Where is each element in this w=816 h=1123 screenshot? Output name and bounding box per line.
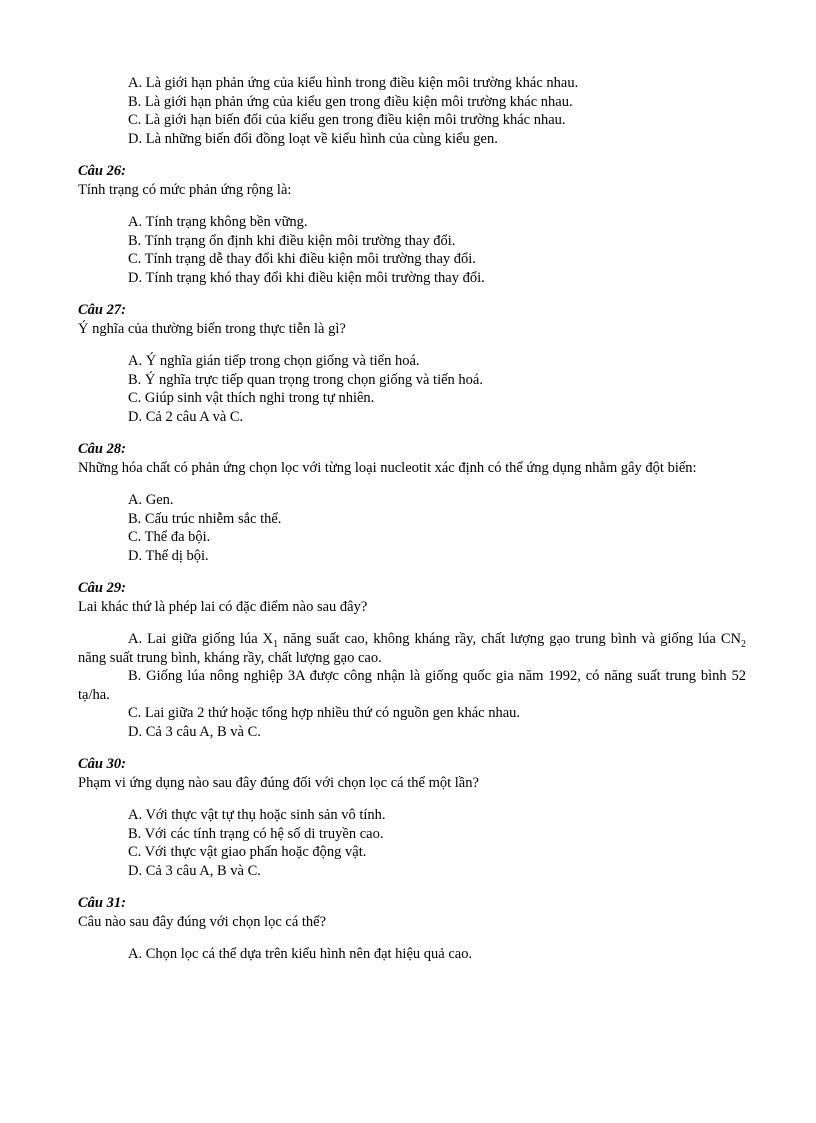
option-a: A. Với thực vật tự thụ hoặc sinh sản vô tính. <box>128 807 386 823</box>
option-c: C. Thể đa bội. <box>128 529 211 545</box>
subscript: 2 <box>741 638 746 650</box>
option-a-part: năng suất cao, không kháng rầy, chất lượng gạo trung bình và giống lúa CN <box>278 631 741 647</box>
option-b: B. Với các tính trạng có hệ số di truyền cao. <box>128 825 384 842</box>
option-a <box>78 630 746 667</box>
prev-question-options <box>78 74 746 148</box>
question-text: Tính trạng có mức phản ứng rộng là: <box>78 181 292 198</box>
question-text: Phạm vi ứng dụng nào sau đây đúng đối với chọn lọc cá thể một lần? <box>78 774 479 791</box>
option-c: C. Là giới hạn biến đổi của kiểu gen trong điều kiện môi trường khác nhau. <box>128 112 566 128</box>
question-title: Câu 30: <box>78 756 126 772</box>
option-d: D. Thể dị bội. <box>128 547 209 564</box>
option-c: C. Tính trạng dễ thay đổi khi điều kiện môi trường thay đổi. <box>128 251 476 267</box>
option-d: D. Là những biến đổi đồng loạt về kiểu hình của cùng kiểu gen. <box>128 130 498 147</box>
option-a: A. Ý nghĩa gián tiếp trong chọn giống và tiến hoá. <box>128 353 420 369</box>
option-a: A. Tính trạng không bền vững. <box>128 214 308 230</box>
question-title: Câu 31: <box>78 895 126 911</box>
option-a-part: A. Lai giữa giống lúa X <box>128 631 274 647</box>
option-b: B. Là giới hạn phản ứng của kiểu gen trong điều kiện môi trường khác nhau. <box>128 93 573 110</box>
question-text: Lai khác thứ là phép lai có đặc điểm nào sau đây? <box>78 598 368 615</box>
option-d: D. Cả 2 câu A và C. <box>128 408 244 425</box>
option-d: D. Tính trạng khó thay đổi khi điều kiện môi trường thay đổi. <box>128 269 485 286</box>
question-text: Những hóa chất có phản ứng chọn lọc với từng loại nucleotit xác định có thể ứng dụng nhằm gây đột biến: <box>78 459 697 476</box>
question-text: Câu nào sau đây đúng với chọn lọc cá thể? <box>78 913 327 930</box>
question-text: Ý nghĩa của thường biến trong thực tiễn là gì? <box>78 320 346 337</box>
question-29 <box>78 579 746 741</box>
question-31 <box>78 894 746 964</box>
question-26 <box>78 162 746 287</box>
question-title: Câu 28: <box>78 441 126 457</box>
option-b: B. Cấu trúc nhiễm sắc thể. <box>128 510 282 527</box>
option-a: A. Là giới hạn phản ứng của kiểu hình trong điều kiện môi trường khác nhau. <box>128 75 579 91</box>
option-b: B. Giống lúa nông nghiệp 3A được công nhận là giống quốc gia năm 1992, có năng suất trung bình 52 tạ/ha. <box>78 668 746 703</box>
question-title: Câu 27: <box>78 302 126 318</box>
option-a-part: năng suất trung bình, kháng rầy, chất lượng gạo cao. <box>78 649 382 666</box>
option-a: A. Chọn lọc cá thể dựa trên kiểu hình nên đạt hiệu quả cao. <box>128 946 473 962</box>
question-30 <box>78 755 746 880</box>
option-d: D. Cả 3 câu A, B và C. <box>128 862 261 879</box>
option-d: D. Cả 3 câu A, B và C. <box>128 723 261 740</box>
question-28 <box>78 440 746 565</box>
option-c: C. Giúp sinh vật thích nghi trong tự nhiên. <box>128 390 375 406</box>
document-page <box>78 74 746 964</box>
option-a: A. Gen. <box>128 492 174 508</box>
option-b: B. Tính trạng ổn định khi điều kiện môi trường thay đổi. <box>128 232 456 249</box>
option-c: C. Lai giữa 2 thứ hoặc tổng hợp nhiều thứ có nguồn gen khác nhau. <box>128 705 521 721</box>
question-title: Câu 26: <box>78 163 126 179</box>
question-title: Câu 29: <box>78 580 126 596</box>
subscript: 1 <box>273 638 279 650</box>
option-c: C. Với thực vật giao phấn hoặc động vật. <box>128 844 367 860</box>
question-27 <box>78 301 746 426</box>
option-b: B. Ý nghĩa trực tiếp quan trọng trong chọn giống và tiến hoá. <box>128 371 483 388</box>
